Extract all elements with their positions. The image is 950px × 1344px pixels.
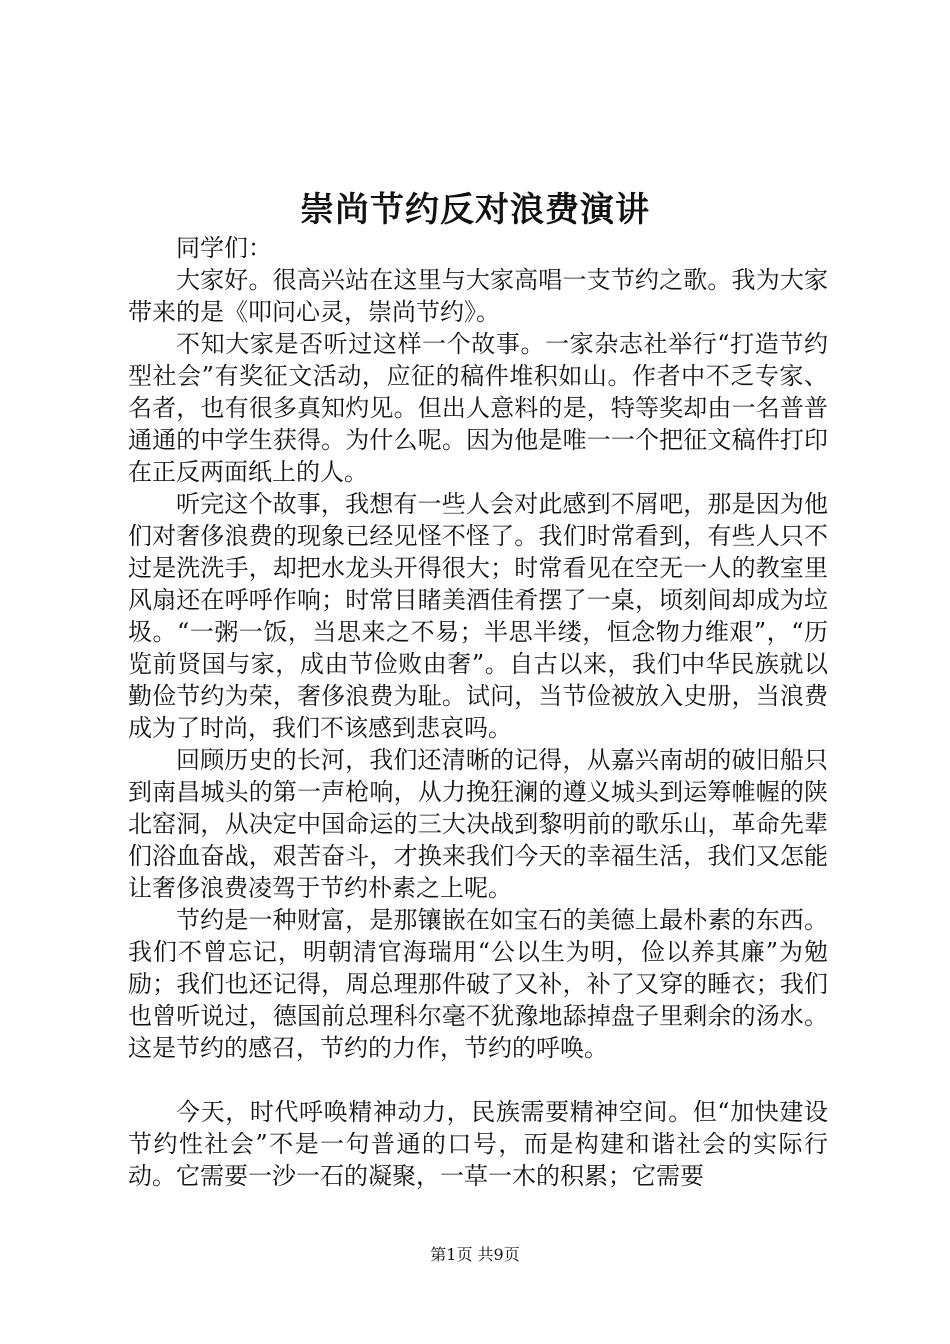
paragraph-greeting: 大家好。很高兴站在这里与大家高唱一支节约之歌。我为大家带来的是《叩问心灵，崇尚节约》。 [128,266,828,326]
paragraph-waste: 听完这个故事，我想有一些人会对此感到不屑吧，那是因为他们对奢侈浪费的现象已经见怪不怪了。我们时常看到，有些人只不过是洗洗手，却把水龙头开得很大；时常看见在空无一人的教室里风扇还在呼呼作响；时常目睹美酒佳肴摆了一桌，顷刻间却成为垃圾。“一粥一饭，当思来之不易；半思半缕，恒念物力维艰”，“历览前贤国与家，成由节俭败由奢”。自古以来，我们中华民族就以勤俭节约为荣，奢侈浪费为耻。试问，当节俭被放入史册，当浪费成为了时尚，我们不该感到悲哀吗。 [128,490,828,742]
paragraph-today: 今天，时代呼唤精神动力，民族需要精神空间。但“加快建设节约性社会”不是一句普通的口号，而是构建和谐社会的实际行动。它需要一沙一石的凝聚，一草一木的积累；它需要 [128,1098,828,1190]
paragraph-story: 不知大家是否听过这样一个故事。一家杂志社举行“打造节约型社会”有奖征文活动，应征的稿件堆积如山。作者中不乏专家、名者，也有很多真知灼见。但出人意料的是，特等奖却由一名普普通通的中学生获得。为什么呢。因为他是唯一一个把征文稿件打印在正反两面纸上的人。 [128,330,828,486]
document-title: 崇尚节约反对浪费演讲 [300,190,650,230]
paragraph-history: 回顾历史的长河，我们还清晰的记得，从嘉兴南胡的破旧船只到南昌城头的第一声枪响，从力挽狂澜的遵义城头到运筹帷幄的陕北窑洞，从决定中国命运的三大决战到黎明前的歌乐山，革命先辈们浴血奋战，艰苦奋斗，才换来我们今天的幸福生活，我们又怎能让奢侈浪费凌驾于节约朴素之上呢。 [128,746,828,902]
salutation: 同学们： [176,234,272,262]
paragraph-virtue: 节约是一种财富，是那镶嵌在如宝石的美德上最朴素的东西。我们不曾忘记，明朝清官海瑞用“公以生为明，俭以养其廉”为勉励；我们也还记得，周总理那件破了又补，补了又穿的睡衣；我们也曾听说过，德国前总理科尔毫不犹豫地舔掉盘子里剩余的汤水。这是节约的感召，节约的力作，节约的呼唤。 [128,906,828,1062]
speech-body [128,232,828,1192]
page-number: 第1页 共9页 [430,1245,520,1264]
